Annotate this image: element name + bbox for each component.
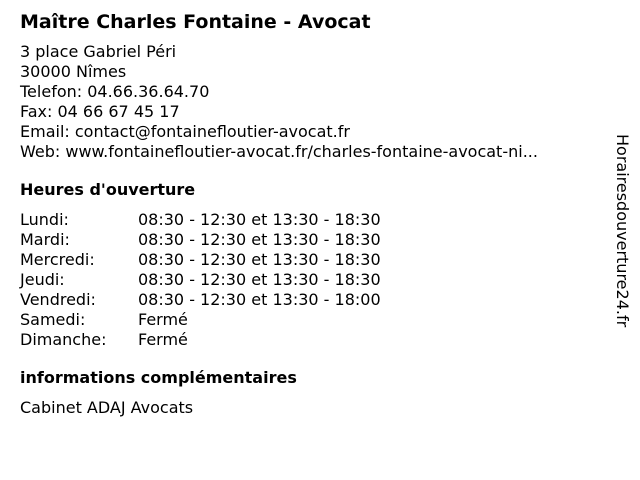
site-watermark: Horairesdouverture24.fr [613,134,632,328]
day-label: Lundi: [20,210,69,229]
day-label: Samedi: [20,310,86,329]
time-value: 08:30 - 12:30 et 13:30 - 18:30 [138,210,381,229]
hours-row [20,270,600,290]
email-line: Email: contact@fontainefloutier-avocat.fr [20,122,350,141]
hours-row [20,330,600,350]
hours-table [20,210,600,350]
time-value: 08:30 - 12:30 et 13:30 - 18:00 [138,290,381,309]
fax-line: Fax: 04 66 67 45 17 [20,102,180,121]
hours-row [20,230,600,250]
hours-row [20,290,600,310]
address-line-2: 30000 Nîmes [20,62,127,81]
day-label: Mardi: [20,230,70,249]
time-value: Fermé [138,330,188,349]
day-label: Mercredi: [20,250,95,269]
day-label: Vendredi: [20,290,96,309]
address-line-1: 3 place Gabriel Péri [20,42,177,61]
hours-row [20,210,600,230]
business-card [20,10,600,418]
business-title: Maître Charles Fontaine - Avocat [20,11,371,33]
web-line: Web: www.fontainefloutier-avocat.fr/charles-fontaine-avocat-ni... [20,142,538,161]
day-label: Dimanche: [20,330,107,349]
hours-row [20,310,600,330]
info-text: Cabinet ADAJ Avocats [20,398,194,417]
phone-line: Telefon: 04.66.36.64.70 [20,82,210,101]
time-value: 08:30 - 12:30 et 13:30 - 18:30 [138,230,381,249]
hours-row [20,250,600,270]
info-heading: informations complémentaires [20,368,297,387]
day-label: Jeudi: [20,270,65,289]
time-value: 08:30 - 12:30 et 13:30 - 18:30 [138,250,381,269]
hours-heading: Heures d'ouverture [20,180,196,199]
time-value: 08:30 - 12:30 et 13:30 - 18:30 [138,270,381,289]
time-value: Fermé [138,310,188,329]
